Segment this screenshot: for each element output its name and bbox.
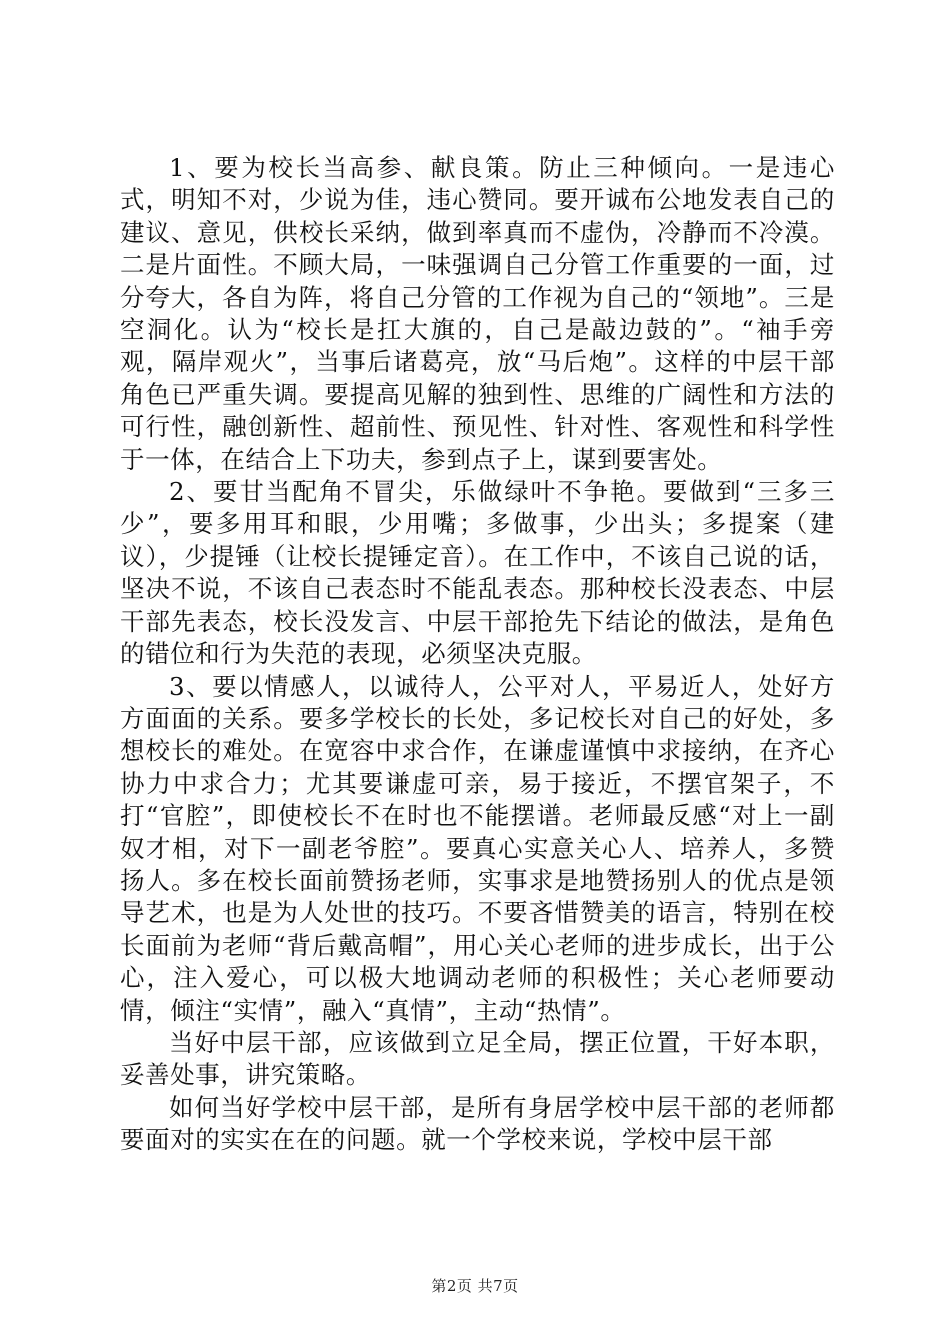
paragraph-1: 1、要为校长当高参、献良策。防止三种倾向。一是违心式，明知不对，少说为佳，违心赞同。要开诚布公地发表自己的建议、意见，供校长采纳，做到率真而不虚伪，冷静而不冷漠。二是片面性。不顾大局，一味强调自己分管工作重要的一面，过分夸大，各自为阵，将自己分管的工作视为自己的“领地”。三是空洞化。认为“校长是扛大旗的，自己是敲边鼓的”。“袖手旁观，隔岸观火”，当事后诸葛亮，放“马后炮”。这样的中层干部角色已严重失调。要提高见解的独到性、思维的广阔性和方法的可行性，融创新性、超前性、预见性、针对性、客观性和科学性于一体，在结合上下功夫，参到点子上，谋到要害处。 [120, 153, 835, 474]
page-number-footer: 第2页 共7页 [431, 1277, 519, 1295]
paragraph-4: 当好中层干部，应该做到立足全局，摆正位置，干好本职，妥善处事，讲究策略。 [120, 1027, 835, 1090]
paragraph-5: 如何当好学校中层干部，是所有身居学校中层干部的老师都要面对的实实在在的问题。就一个学校来说，学校中层干部 [120, 1092, 835, 1155]
paragraph-3: 3、要以情感人，以诚待人，公平对人，平易近人，处好方方面面的关系。要多学校长的长处，多记校长对自己的好处，多想校长的难处。在宽容中求合作，在谦虚谨慎中求接纳，在齐心协力中求合力；尤其要谦虚可亲，易于接近，不摆官架子，不打“官腔”，即使校长不在时也不能摆谱。老师最反感“对上一副奴才相，对下一副老爷腔”。要真心实意关心人、培养人，多赞扬人。多在校长面前赞扬老师，实事求是地赞扬别人的优点是领导艺术，也是为人处世的技巧。不要吝惜赞美的语言，特别在校长面前为老师“背后戴高帽”，用心关心老师的进步成长，出于公心，注入爱心，可以极大地调动老师的积极性；关心老师要动情，倾注“实情”，融入“真情”，主动“热情”。 [120, 671, 835, 1025]
paragraph-2: 2、要甘当配角不冒尖，乐做绿叶不争艳。要做到“三多三少”，要多用耳和眼，少用嘴；多做事，少出头；多提案（建议），少提锤（让校长提锤定音）。在工作中，不该自己说的话，坚决不说，不该自己表态时不能乱表态。那种校长没表态、中层干部先表态，校长没发言、中层干部抢先下结论的做法，是角色的错位和行为失范的表现，必须坚决克服。 [120, 477, 835, 669]
body-text [120, 152, 835, 1157]
